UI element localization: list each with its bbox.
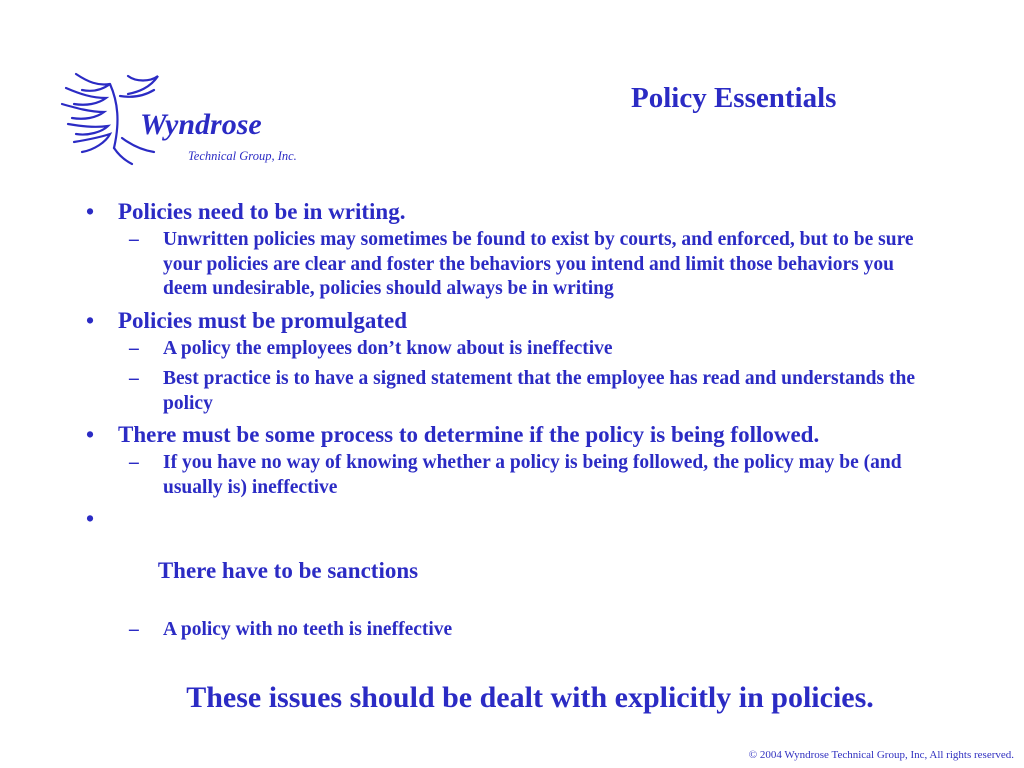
bullet-marker: • bbox=[86, 506, 95, 531]
bullet-item bbox=[82, 506, 942, 610]
logo-brand: Wyndrose bbox=[140, 108, 262, 141]
bullet-marker: • bbox=[86, 422, 95, 447]
sub-bullet-item bbox=[129, 618, 942, 643]
wyndrose-logo-icon bbox=[58, 68, 338, 168]
sub-bullet-marker: – bbox=[129, 337, 139, 359]
page-title: Policy Essentials bbox=[631, 82, 837, 114]
sub-bullet-marker: – bbox=[129, 452, 139, 473]
bullet-text: Policies must be promulgated bbox=[118, 307, 407, 333]
sub-bullet-item bbox=[129, 367, 942, 416]
bullet-text: Policies need to be in writing. bbox=[118, 199, 406, 224]
bullet-list bbox=[82, 199, 942, 649]
bullet-item bbox=[82, 422, 942, 448]
company-logo bbox=[58, 68, 338, 168]
bullet-marker: • bbox=[86, 199, 95, 224]
sub-bullet-marker: – bbox=[129, 619, 139, 640]
bullet-marker: • bbox=[86, 307, 95, 333]
sub-bullet-text: Unwritten policies may sometimes be found to exist by courts, and enforced, but to be sure your policies are clear and foster the behaviors you intend and limit those behaviors you deem undesirable, policies should always be in writing bbox=[163, 229, 914, 299]
bullet-text: There must be some process to determine if the policy is being followed. bbox=[118, 422, 820, 447]
sub-bullet-item bbox=[129, 228, 942, 302]
sub-bullet-text: If you have no way of knowing whether a policy is being followed, the policy may be (and usually is) ineffective bbox=[163, 452, 902, 498]
sub-bullet-text: A policy with no teeth is ineffective bbox=[163, 619, 453, 640]
bullet-item bbox=[82, 199, 942, 225]
sub-bullet-item bbox=[129, 337, 942, 362]
bullet-item bbox=[82, 308, 942, 334]
sub-bullet-item bbox=[129, 451, 942, 500]
sub-bullet-text: A policy the employees don’t know about is ineffective bbox=[163, 337, 613, 359]
bullet-text: There have to be sanctions bbox=[152, 558, 419, 583]
copyright-footer: © 2004 Wyndrose Technical Group, Inc, All rights reserved. bbox=[748, 749, 1014, 761]
closing-statement: These issues should be dealt with explicitly in policies. bbox=[186, 681, 874, 714]
sub-bullet-marker: – bbox=[129, 368, 139, 389]
sub-bullet-text: Best practice is to have a signed statement that the employee has read and understands the policy bbox=[163, 368, 915, 414]
logo-tagline: Technical Group, Inc. bbox=[188, 149, 297, 163]
sub-bullet-marker: – bbox=[129, 229, 139, 250]
